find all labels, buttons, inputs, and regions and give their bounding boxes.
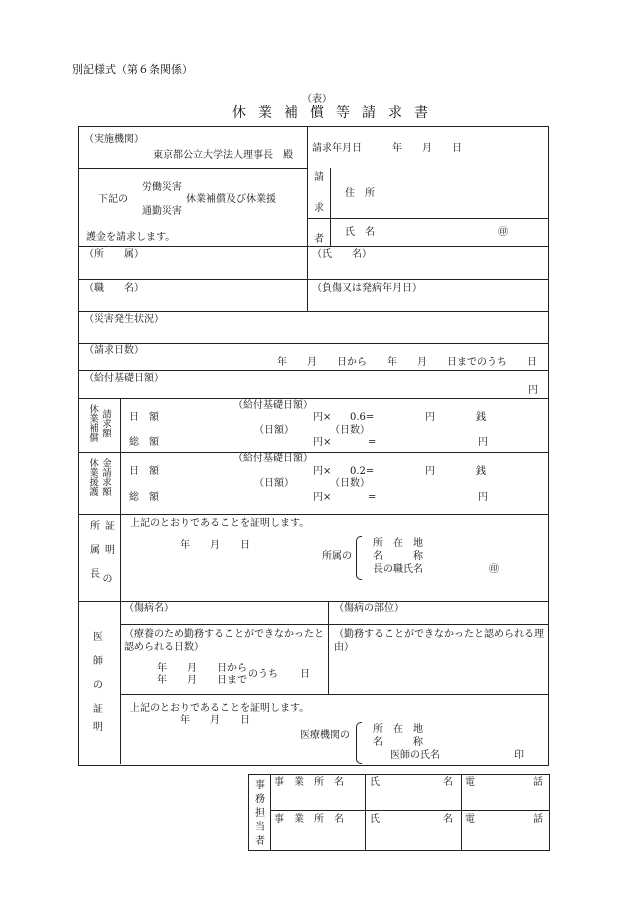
doctor-cert-char: 明 bbox=[93, 722, 103, 733]
staff-tel-right: 話 bbox=[533, 777, 543, 788]
base-amount-yen: 円 bbox=[528, 385, 538, 396]
staff-tel-right: 話 bbox=[533, 814, 543, 825]
compensation-label: 休業補償 請求額 bbox=[87, 404, 111, 442]
aid-total-label: 総 額 bbox=[129, 492, 159, 503]
staff-char: 務 bbox=[255, 794, 265, 805]
aid-yen: 円 bbox=[425, 466, 435, 477]
claim-date[interactable]: 請求年月日 年 月 日 bbox=[312, 143, 462, 154]
aid-day-unit: （日額） bbox=[254, 478, 294, 489]
staff-tel-left: 電 bbox=[465, 814, 475, 825]
doctor-cert-date[interactable]: 年 月 日 bbox=[180, 715, 250, 726]
medical-org: 医療機関の bbox=[300, 730, 350, 741]
injury-date-label[interactable]: （負傷又は発病年月日） bbox=[312, 283, 422, 294]
doctor-cert-char: 証 bbox=[93, 704, 103, 715]
situation-label[interactable]: （災害発生状況） bbox=[84, 314, 164, 325]
claimant-char: 請 bbox=[314, 172, 324, 183]
diagnosis-label[interactable]: （傷病名） bbox=[124, 603, 174, 614]
medical-address-label: 所 在 地 bbox=[373, 724, 423, 735]
days-label: （請求日数） bbox=[84, 345, 144, 356]
dept-seal: ㊞ bbox=[489, 564, 499, 575]
seal-mark: ㊞ bbox=[498, 227, 508, 238]
claimant-char: 者 bbox=[314, 234, 324, 245]
comp-rate: 0.6= bbox=[350, 412, 375, 423]
aid-daily-label: 日 額 bbox=[129, 466, 159, 477]
comp-times: 円× bbox=[313, 412, 332, 423]
dept-cert-label: 所属長 証明 の bbox=[87, 520, 114, 592]
doctor-name-label: 医師の氏名 bbox=[390, 750, 440, 761]
position-label[interactable]: （職 名） bbox=[84, 283, 144, 294]
doctor-cert-char: の bbox=[93, 680, 103, 691]
aid-total-yen: 円 bbox=[478, 492, 488, 503]
aid-sen: 銭 bbox=[476, 466, 486, 477]
unable-day-unit: 日 bbox=[300, 669, 310, 680]
dept-org: 所属の bbox=[322, 551, 352, 562]
address-label: 住 所 bbox=[345, 188, 375, 199]
comp-base-header: （給付基礎日額） bbox=[233, 400, 313, 411]
aid-label: 休業援護 金請求額 bbox=[87, 458, 111, 496]
staff-tel-left: 電 bbox=[465, 777, 475, 788]
unable-days-label: （療養のため勤務することができなかったと認められる日数） bbox=[124, 629, 324, 653]
staff-char: 担 bbox=[255, 808, 265, 819]
page-title: 休業補償等請求書 bbox=[232, 105, 440, 121]
medical-name-label: 名 称 bbox=[373, 737, 423, 748]
aid-base-header: （給付基礎日額） bbox=[233, 453, 313, 464]
claim-lead: 下記の bbox=[98, 194, 128, 205]
comp-total-times: 円× bbox=[313, 437, 332, 448]
dept-cert-date[interactable]: 年 月 日 bbox=[180, 540, 250, 551]
side-label: （表） bbox=[302, 94, 332, 105]
dept-head-label: 長の職氏名 bbox=[373, 564, 423, 575]
doctor-cert-char: 師 bbox=[93, 656, 103, 667]
doctor-cert-text: 上記のとおりであることを証明します。 bbox=[130, 703, 310, 714]
claim-tail: 護金を請求します。 bbox=[86, 232, 176, 243]
doctor-seal: 印 bbox=[514, 750, 524, 761]
unable-reason-label[interactable]: （勤務することができなかったと認められる理由） bbox=[334, 629, 544, 653]
dept-address-label: 所 在 地 bbox=[373, 538, 423, 549]
staff-char: 当 bbox=[255, 822, 265, 833]
aid-total-times: 円× bbox=[313, 492, 332, 503]
unable-within: のうち bbox=[248, 669, 278, 680]
agency-label: （実施機関） bbox=[84, 134, 144, 145]
staff-name-right: 名 bbox=[443, 777, 453, 788]
doctor-cert-char: 医 bbox=[93, 632, 103, 643]
staff-char: 事 bbox=[255, 780, 265, 791]
agency-addressee: 東京都公立大学法人理事長 殿 bbox=[153, 150, 293, 161]
aid-times: 円× bbox=[313, 466, 332, 477]
comp-total-label: 総 額 bbox=[129, 437, 159, 448]
staff-name-right: 名 bbox=[443, 814, 453, 825]
staff-office-label[interactable]: 事 業 所 名 bbox=[274, 814, 344, 825]
claim-item: 休業補償及び休業援 bbox=[186, 194, 276, 205]
comp-total-yen: 円 bbox=[478, 437, 488, 448]
disaster-type-work: 労働災害 bbox=[142, 182, 182, 193]
dept-cert-text: 上記のとおりであることを証明します。 bbox=[130, 518, 310, 529]
base-amount-label: （給付基礎日額） bbox=[84, 373, 164, 384]
comp-sen: 銭 bbox=[476, 412, 486, 423]
comp-yen: 円 bbox=[425, 412, 435, 423]
unable-from[interactable]: 年 月 日から bbox=[157, 663, 247, 674]
dept-name-label: 名 称 bbox=[373, 551, 423, 562]
disaster-type-commute: 通勤災害 bbox=[142, 206, 182, 217]
affiliation-label[interactable]: （所 属） bbox=[84, 249, 144, 260]
staff-office-label[interactable]: 事 業 所 名 bbox=[274, 777, 344, 788]
comp-total-eq: = bbox=[368, 437, 377, 448]
injury-part-label[interactable]: （傷病の部位） bbox=[334, 603, 404, 614]
aid-total-eq: = bbox=[368, 492, 377, 503]
staff-name-left: 氏 bbox=[370, 777, 380, 788]
comp-day-unit: （日額） bbox=[254, 425, 294, 436]
comp-daily-label: 日 額 bbox=[129, 412, 159, 423]
unable-to[interactable]: 年 月 日まで bbox=[157, 675, 247, 686]
comp-days: （日数） bbox=[330, 425, 370, 436]
aid-rate: 0.2= bbox=[350, 466, 375, 477]
claimant-char: 求 bbox=[314, 203, 324, 214]
form-reference: 別記様式（第６条関係） bbox=[72, 63, 193, 76]
claimant-name-label: 氏 名 bbox=[345, 227, 375, 238]
aid-days: （日数） bbox=[330, 478, 370, 489]
days-range[interactable]: 年 月 日から 年 月 日までのうち 日 bbox=[277, 357, 537, 368]
staff-char: 者 bbox=[255, 836, 265, 847]
staff-name-left: 氏 bbox=[370, 814, 380, 825]
name-label[interactable]: （氏 名） bbox=[312, 249, 372, 260]
